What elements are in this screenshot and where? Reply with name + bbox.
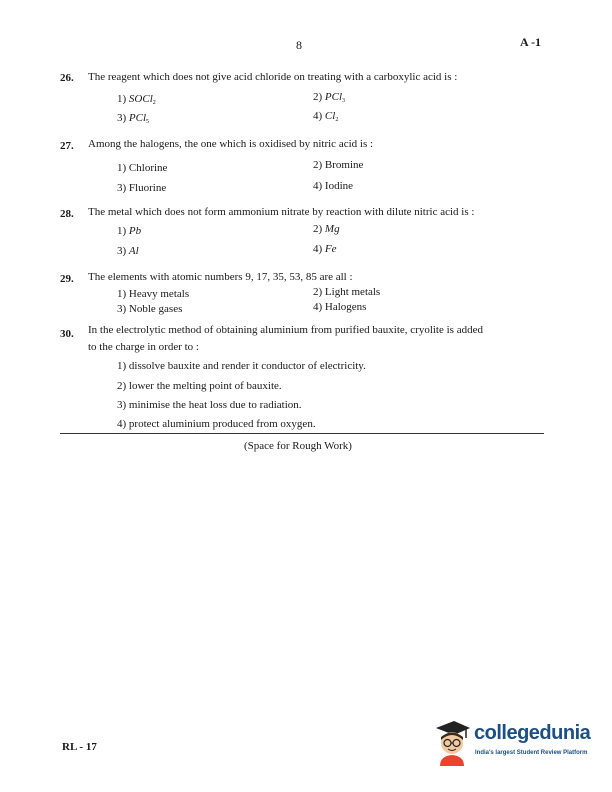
q30-option-3: 3) minimise the heat loss due to radiation. (117, 399, 302, 411)
q26-option-3: 3) PCl$_5$ (117, 112, 150, 125)
q27-option-3: 3) Fluorine (117, 182, 167, 194)
question-27-number: 27. (60, 140, 74, 152)
q27-option-4: 4) Iodine (313, 180, 354, 192)
question-30-text-line2: to the charge in order to : (88, 341, 199, 353)
question-29-number: 29. (60, 273, 74, 285)
q30-option-4: 4) protect aluminium produced from oxygen. (117, 418, 316, 430)
question-27-text: Among the halogens, the one which is oxidised by nitric acid is : (88, 138, 374, 150)
question-30-text-line1: In the electrolytic method of obtaining aluminium from purified bauxite, cryolite is added (88, 324, 483, 336)
footer-code: RL - 17 (62, 741, 97, 753)
mascot-icon (432, 718, 472, 766)
question-28-number: 28. (60, 208, 74, 220)
question-26-number: 26. (60, 72, 74, 84)
q26-option-4: 4) $Cl_2$ (313, 110, 339, 123)
page-number: 8 (296, 38, 302, 52)
question-30-number: 30. (60, 328, 74, 340)
q29-option-4: 4) Halogens (313, 301, 367, 313)
q26-option-2: 2) PCl$_3$ (313, 91, 346, 104)
question-26-text: The reagent which does not give acid chloride on treating with a carboxylic acid is : (88, 71, 458, 83)
q28-option-2: 2) Mg (313, 223, 340, 235)
q27-option-2: 2) Bromine (313, 159, 364, 171)
q28-option-3: 3) Al (117, 245, 139, 257)
brand-tagline: India's largest Student Review Platform (475, 750, 588, 756)
question-29-text: The elements with atomic numbers 9, 17, 35, 53, 85 are all : (88, 271, 353, 283)
paper-code: A -1 (520, 35, 541, 49)
q27-option-1: 1) Chlorine (117, 162, 168, 174)
q30-option-1: 1) dissolve bauxite and render it conductor of electricity. (117, 360, 366, 372)
q26-option-1: 1) SOCl$_2$ (117, 93, 156, 106)
q29-option-2: 2) Light metals (313, 286, 381, 298)
q28-option-4: 4) Fe (313, 243, 337, 255)
rough-work-label: (Space for Rough Work) (244, 440, 352, 452)
q28-option-1: 1) Pb (117, 225, 142, 237)
divider-line (60, 433, 544, 434)
q29-option-1: 1) Heavy metals (117, 288, 190, 300)
q29-option-3: 3) Noble gases (117, 303, 183, 315)
brand-name: collegedunia (474, 722, 591, 744)
collegedunia-logo[interactable] (432, 718, 597, 768)
q30-option-2: 2) lower the melting point of bauxite. (117, 380, 282, 392)
question-28-text: The metal which does not form ammonium nitrate by reaction with dilute nitric acid is : (88, 206, 475, 218)
